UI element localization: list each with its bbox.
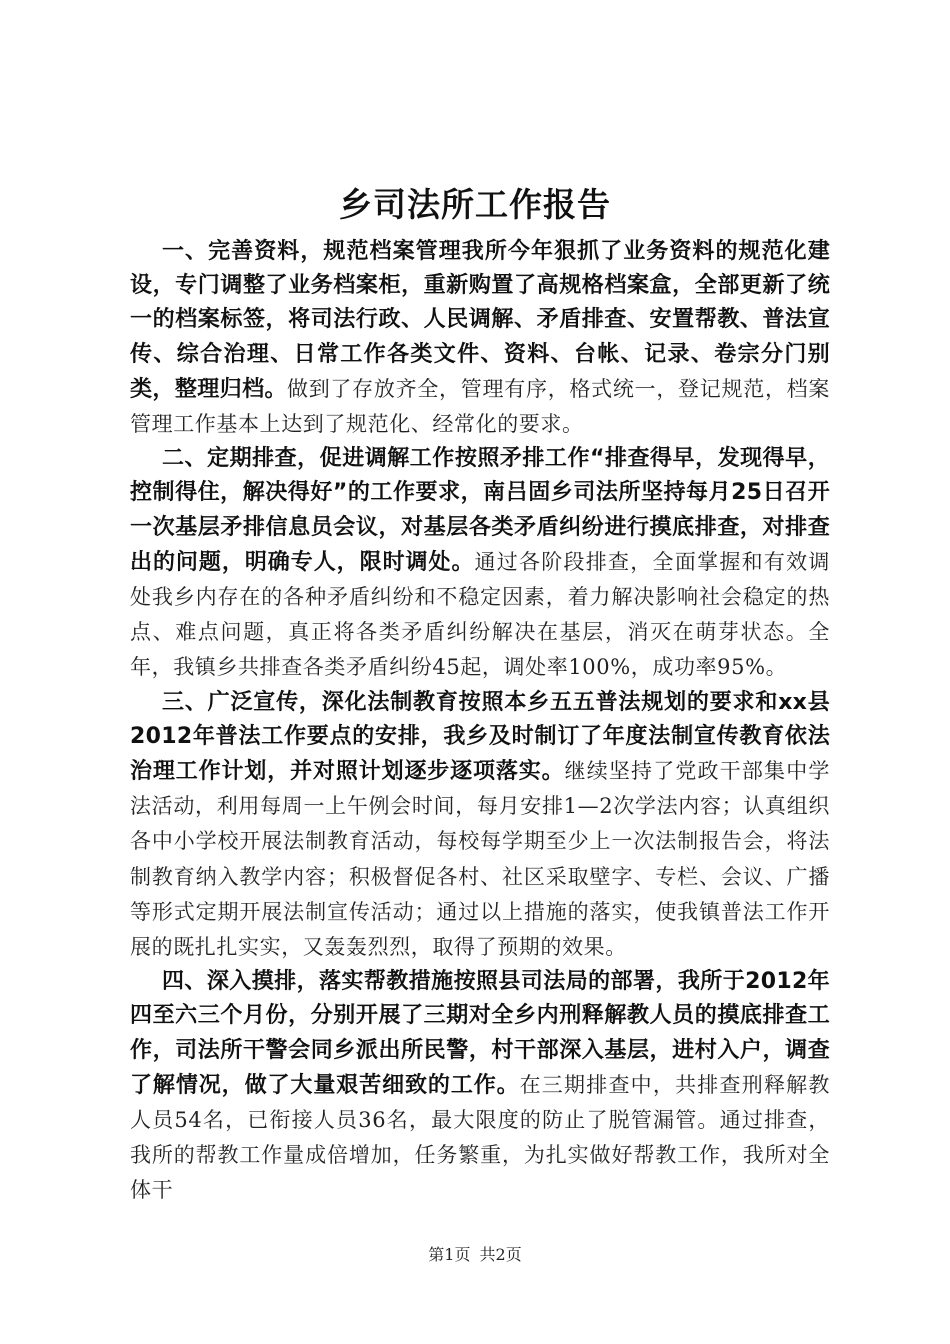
paragraph-4 bbox=[130, 966, 830, 1209]
paragraph-3-body-text: 继续坚持了党政干部集中学法活动，利用每周一上午例会时间，每月安排1—2次学法内容；认真组织各中小学校开展法制教育活动，每校每学期至少上一次法制报告会，将法制教育纳入教学内容；积极督促各村、社区采取壁字、专栏、会议、广播等形式定期开展法制宣传活动；通过以上措施的落实，使我镇普法工作开展的既扎扎实实，又轰轰烈烈，取得了预期的效果。 bbox=[130, 759, 830, 960]
paragraph-2-heading-text: 二、定期排查，促进调解工作按照矛排工作“排查得早，发现得早，控制得住，解决得好”的工作要求，南吕固乡司法所坚持每月25日召开一次基层矛排信息员会议，对基层各类矛盾纠纷进行摸底排查，对排查出的问题，明确专人，限时调处。 bbox=[130, 446, 830, 575]
paragraph-4-heading-text: 四、深入摸排，落实帮教措施按照县司法局的部署，我所于2012年四至六三个月份，分别开展了三期对全乡内刑释解教人员的摸底排查工作，司法所干警会同乡派出所民警，村干部深入基层，进村入户，调查了解情况，做了大量艰苦细致的工作。 bbox=[130, 969, 830, 1098]
paragraph-1 bbox=[130, 236, 830, 443]
page-title: 乡司法所工作报告 bbox=[339, 185, 611, 224]
document-body bbox=[130, 236, 830, 1210]
paragraph-3-heading-text: 三、广泛宣传，深化法制教育按照本乡五五普法规划的要求和xx县2012年普法工作要点的安排，我乡及时制订了年度法制宣传教育依法治理工作计划，并对照计划逐步逐项落实。 bbox=[130, 689, 830, 785]
page-number: 第1页 bbox=[428, 1245, 471, 1264]
paragraph-1-body-text: 做到了存放齐全，管理有序，格式统一，登记规范，档案管理工作基本上达到了规范化、经常化的要求。 bbox=[130, 376, 830, 437]
page-total: 共2页 bbox=[479, 1245, 522, 1264]
paragraph-2 bbox=[130, 443, 830, 686]
paragraph-4-body-text: 在三期排查中，共排查刑释解教人员54名，已衔接人员36名，最大限度的防止了脱管漏管。通过排查，我所的帮教工作量成倍增加，任务繁重，为扎实做好帮教工作，我所对全体干 bbox=[130, 1072, 830, 1203]
paragraph-3 bbox=[130, 687, 830, 967]
paragraph-1-heading-text: 一、完善资料，规范档案管理我所今年狠抓了业务资料的规范化建设，专门调整了业务档案柜，重新购置了高规格档案盒，全部更新了统一的档案标签，将司法行政、人民调解、矛盾排查、安置帮教、普法宣传、综合治理、日常工作各类文件、资料、台帐、记录、卷宗分门别类，整理归档。 bbox=[130, 239, 830, 402]
paragraph-2-body-text: 通过各阶段排查，全面掌握和有效调处我乡内存在的各种矛盾纠纷和不稳定因素，着力解决影响社会稳定的热点、难点问题，真正将各类矛盾纠纷解决在基层，消灭在萌芽状态。全年，我镇乡共排查各类矛盾纠纷45起，调处率100%，成功率95%。 bbox=[130, 549, 830, 680]
page-footer bbox=[0, 1245, 950, 1265]
